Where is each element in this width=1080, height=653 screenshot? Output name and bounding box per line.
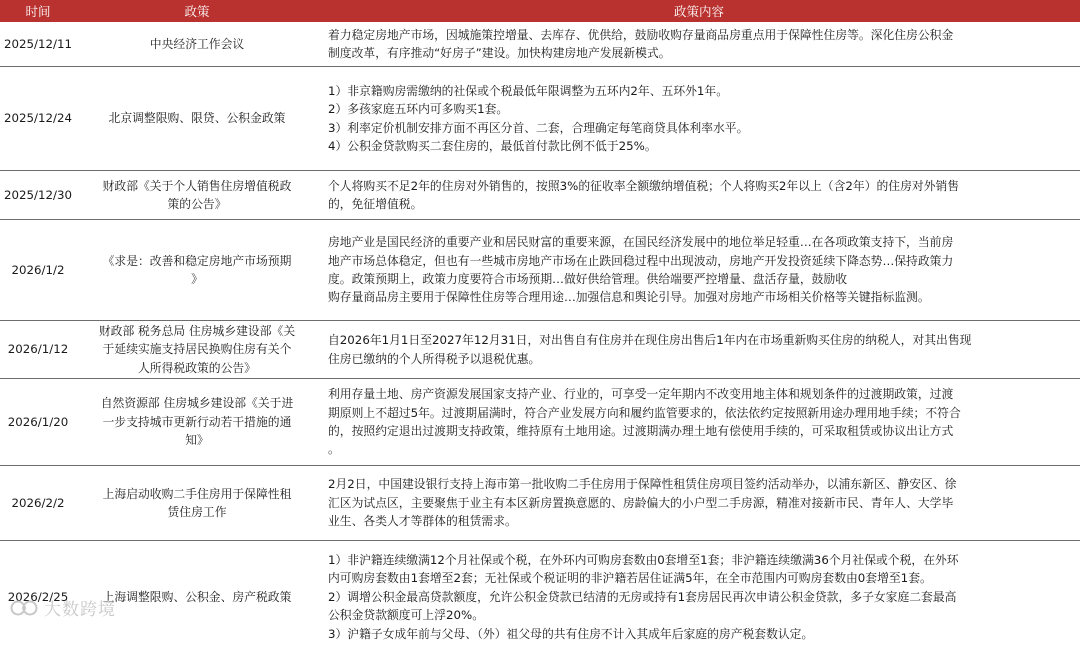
table-row xyxy=(0,321,1080,379)
header-policy: 政策 xyxy=(76,0,318,22)
row-policy xyxy=(76,67,318,171)
content-line: 制度改革，有序推动“好房子”建设。加快构建房地产发展新模式。 xyxy=(328,44,1074,62)
content-line: 2月2日，中国建设银行支持上海市第一批收购二手住房用于保障性租赁住房项目签约活动举办，以浦东新区、静安区、徐 xyxy=(328,475,1074,493)
policy-line: 财政部《关于个人销售住房增值税政 xyxy=(82,177,312,195)
content-line: 期原则上不超过5年。过渡期届满时，符合产业发展方向和履约监管要求的，依法依约定按照新用途办理用地手续；不符合 xyxy=(328,404,1074,422)
table-row xyxy=(0,379,1080,466)
policy-line: 《求是：改善和稳定房地产市场预期 xyxy=(82,252,312,270)
content-line: 汇区为试点区，主要聚焦于业主有本区新房置换意愿的、房龄偏大的小户型二手房源，精准对接新市民、青年人、大学毕 xyxy=(328,494,1074,512)
table-row xyxy=(0,220,1080,321)
table-row xyxy=(0,22,1080,67)
policy-line: 于延续实施支持居民换购住房有关个 xyxy=(82,340,312,358)
row-content xyxy=(318,67,1080,171)
row-policy xyxy=(76,379,318,466)
row-content xyxy=(318,22,1080,67)
policy-line: 财政部 税务总局 住房城乡建设部《关 xyxy=(82,322,312,340)
row-content xyxy=(318,541,1080,653)
policy-line: 中央经济工作会议 xyxy=(82,35,312,53)
header-date: 时间 xyxy=(0,0,76,22)
content-line: 3）利率定价机制安排方面不再区分首、二套，合理确定每笔商贷具体利率水平。 xyxy=(328,119,1074,137)
row-date: 2025/12/24 xyxy=(0,67,76,171)
table-header xyxy=(0,0,1080,22)
content-line: 着力稳定房地产市场，因城施策控增量、去库存、优供给，鼓励收购存量商品房重点用于保障性住房等。深化住房公积金 xyxy=(328,26,1074,44)
content-line: 1）非京籍购房需缴纳的社保或个税最低年限调整为五环内2年、五环外1年。 xyxy=(328,82,1074,100)
row-policy xyxy=(76,171,318,220)
row-policy xyxy=(76,466,318,541)
content-line: 利用存量土地、房产资源发展国家支持产业、行业的，可享受一定年期内不改变用地主体和规划条件的过渡期政策，过渡 xyxy=(328,385,1074,403)
policy-line: 一步支持城市更新行动若干措施的通 xyxy=(82,413,312,431)
content-line: 的，按照约定退出过渡期支持政策，维持原有土地用途。过渡期满办理土地有偿使用手续的，可采取租赁或协议出让方式 xyxy=(328,422,1074,440)
header-content: 政策内容 xyxy=(318,0,1080,22)
content-line: 的，免征增值税。 xyxy=(328,195,1074,213)
row-content xyxy=(318,379,1080,466)
content-line: 业生、各类人才等群体的租赁需求。 xyxy=(328,512,1074,530)
row-date: 2026/2/25 xyxy=(0,541,76,653)
content-line: 房地产业是国民经济的重要产业和居民财富的重要来源，在国民经济发展中的地位举足轻重…在各项政策支持下，当前房 xyxy=(328,233,1074,251)
content-line: 地产市场总体稳定，但也有一些城市房地产市场在止跌回稳过程中出现波动，房地产开发投资延续下降态势…保持政策力 xyxy=(328,252,1074,270)
row-content xyxy=(318,171,1080,220)
content-line: 度。政策预期上，政策力度要符合市场预期…做好供给管理。供给端要严控增量、盘活存量，鼓励收 xyxy=(328,270,1074,288)
watermark-text: 大数跨境 xyxy=(44,595,116,620)
content-line: 。 xyxy=(328,440,1074,458)
policy-line: 赁住房工作 xyxy=(82,503,312,521)
row-policy xyxy=(76,22,318,67)
content-line: 购存量商品房主要用于保障性住房等合理用途…加强信息和舆论引导。加强对房地产市场相关价格等关键指标监测。 xyxy=(328,288,1074,306)
row-content xyxy=(318,321,1080,379)
content-line: 公积金贷款额度可上浮20%。 xyxy=(328,606,1074,624)
row-date: 2025/12/11 xyxy=(0,22,76,67)
content-line: 内可购房套数由1套增至2套；无社保或个税证明的非沪籍若居住证满5年，在全市范围内可购房套数由0套增至1套。 xyxy=(328,569,1074,587)
table-row xyxy=(0,466,1080,541)
content-line: 2）多孩家庭五环内可多购买1套。 xyxy=(328,100,1074,118)
policy-line: 人所得税政策的公告》 xyxy=(82,359,312,377)
row-date: 2026/1/12 xyxy=(0,321,76,379)
content-line: 3）沪籍子女成年前与父母、（外）祖父母的共有住房不计入其成年后家庭的房产税套数认定。 xyxy=(328,625,1074,643)
table-row xyxy=(0,541,1080,653)
row-date: 2025/12/30 xyxy=(0,171,76,220)
content-line: 住房已缴纳的个人所得税予以退税优惠。 xyxy=(328,350,1074,368)
policy-line: 知》 xyxy=(82,431,312,449)
row-policy xyxy=(76,220,318,321)
policy-line: 北京调整限购、限贷、公积金政策 xyxy=(82,109,312,127)
policy-line: 上海启动收购二手住房用于保障性租 xyxy=(82,485,312,503)
row-date: 2026/2/2 xyxy=(0,466,76,541)
policy-line: 》 xyxy=(82,270,312,288)
policy-line: 策的公告》 xyxy=(82,195,312,213)
table-row xyxy=(0,171,1080,220)
policy-line: 自然资源部 住房城乡建设部《关于进 xyxy=(82,394,312,412)
content-line: 1）非沪籍连续缴满12个月社保或个税，在外环内可购房套数由0套增至1套；非沪籍连续缴满36个月社保或个税，在外环 xyxy=(328,551,1074,569)
content-line: 自2026年1月1日至2027年12月31日，对出售自有住房并在现住房出售后1年内在市场重新购买住房的纳税人，对其出售现 xyxy=(328,331,1074,349)
table-row xyxy=(0,67,1080,171)
content-line: 4）公积金贷款购买二套住房的，最低首付款比例不低于25%。 xyxy=(328,137,1074,155)
row-content xyxy=(318,220,1080,321)
content-line: 2）调增公积金最高贷款额度，允许公积金贷款已结清的无房或持有1套房居民再次申请公积金贷款，多子女家庭二套最高 xyxy=(328,588,1074,606)
policy-line: 上海调整限购、公积金、房产税政策 xyxy=(82,588,312,606)
logo-icon xyxy=(10,597,40,619)
watermark xyxy=(10,595,116,620)
row-policy xyxy=(76,321,318,379)
content-line: 个人将购买不足2年的住房对外销售的，按照3%的征收率全额缴纳增值税；个人将购买2年以上（含2年）的住房对外销售 xyxy=(328,177,1074,195)
row-date: 2026/1/20 xyxy=(0,379,76,466)
row-date: 2026/1/2 xyxy=(0,220,76,321)
row-content xyxy=(318,466,1080,541)
